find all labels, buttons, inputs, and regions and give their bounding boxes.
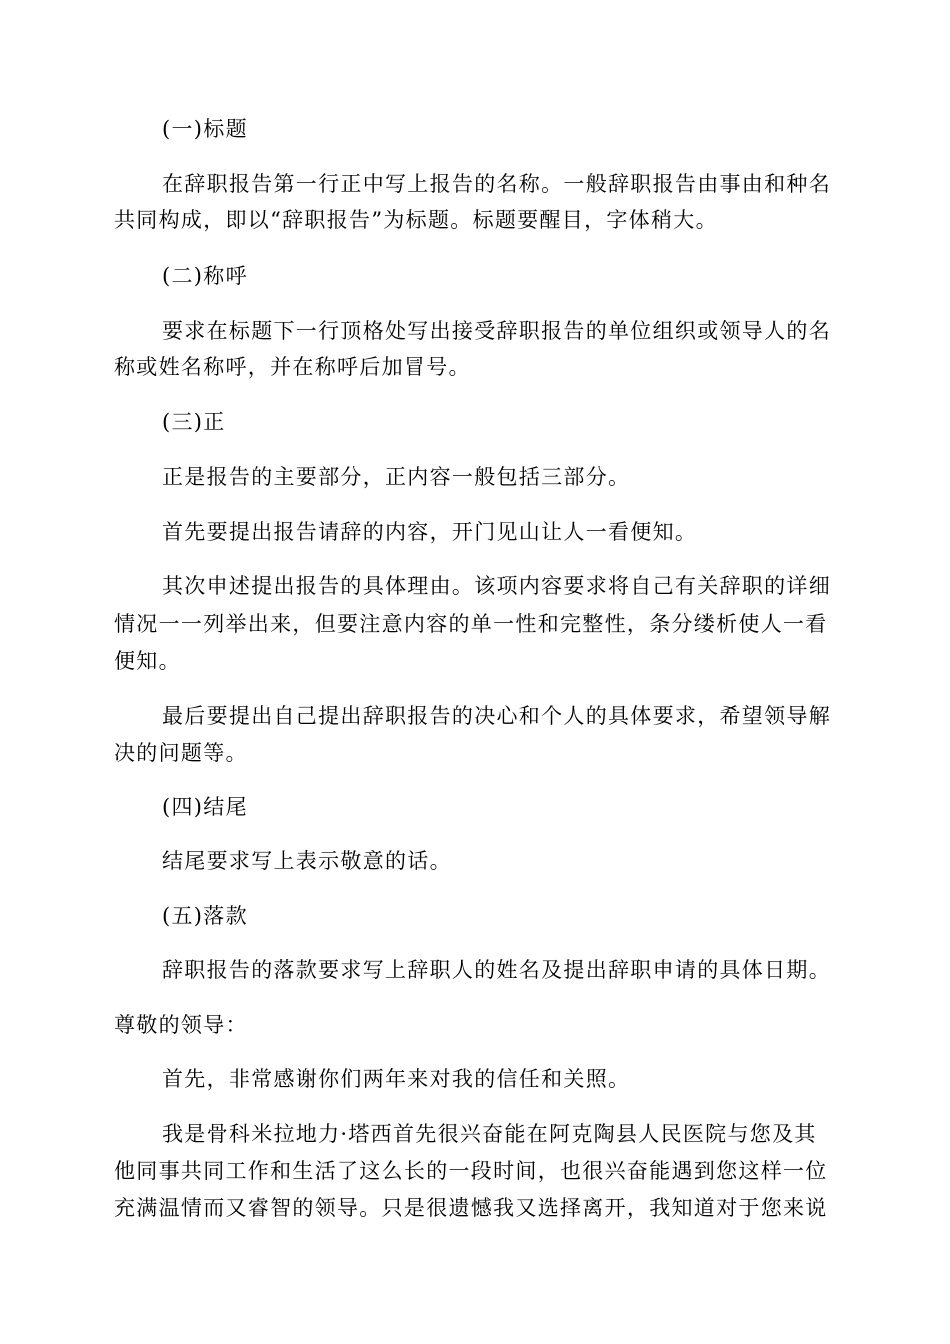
heading-body-section: (三)正: [162, 410, 226, 434]
paragraph-line: 称或姓名称呼，并在称呼后加冒号。: [114, 355, 471, 379]
heading-title-section: (一)标题: [162, 117, 248, 141]
paragraph-line: 我是骨科米拉地力·塔西首先很兴奋能在阿克陶县人民医院与您及其: [162, 1122, 817, 1146]
paragraph-line: 其次申述提出报告的具体理由。该项内容要求将自己有关辞职的详细: [162, 574, 831, 598]
paragraph-line: 充满温情而又睿智的领导。只是很遗憾我又选择离开，我知道对于您来说: [114, 1196, 828, 1220]
paragraph-line: 要求在标题下一行顶格处写出接受辞职报告的单位组织或领导人的名: [162, 319, 831, 343]
paragraph-line: 便知。: [114, 649, 181, 673]
paragraph-line: 首先要提出报告请辞的内容，开门见山让人一看便知。: [162, 520, 698, 544]
paragraph-line: 他同事共同工作和生活了这么长的一段时间，也很兴奋能遇到您这样一位: [114, 1159, 828, 1183]
paragraph-line: 辞职报告的落款要求写上辞职人的姓名及提出辞职申请的具体日期。: [162, 958, 831, 982]
paragraph-line: 最后要提出自己提出辞职报告的决心和个人的具体要求，希望领导解: [162, 704, 831, 728]
paragraph-line: 正是报告的主要部分，正内容一般包括三部分。: [162, 465, 631, 489]
heading-signature-section: (五)落款: [162, 904, 248, 928]
paragraph-line: 结尾要求写上表示敬意的话。: [162, 849, 452, 873]
paragraph-line: 在辞职报告第一行正中写上报告的名称。一般辞职报告由事由和种名: [162, 172, 831, 196]
paragraph-line: 共同构成，即以“辞职报告”为标题。标题要醒目，字体稍大。: [114, 208, 718, 232]
paragraph-line: 首先，非常感谢你们两年来对我的信任和关照。: [162, 1067, 631, 1091]
paragraph-line: 决的问题等。: [114, 741, 248, 765]
paragraph-line: 情况一一列举出来，但要注意内容的单一性和完整性，条分缕析使人一看: [114, 612, 828, 636]
letter-salutation: 尊敬的领导：: [114, 1013, 248, 1037]
heading-closing-section: (四)结尾: [162, 795, 248, 819]
heading-salutation-section: (二)称呼: [162, 264, 248, 288]
